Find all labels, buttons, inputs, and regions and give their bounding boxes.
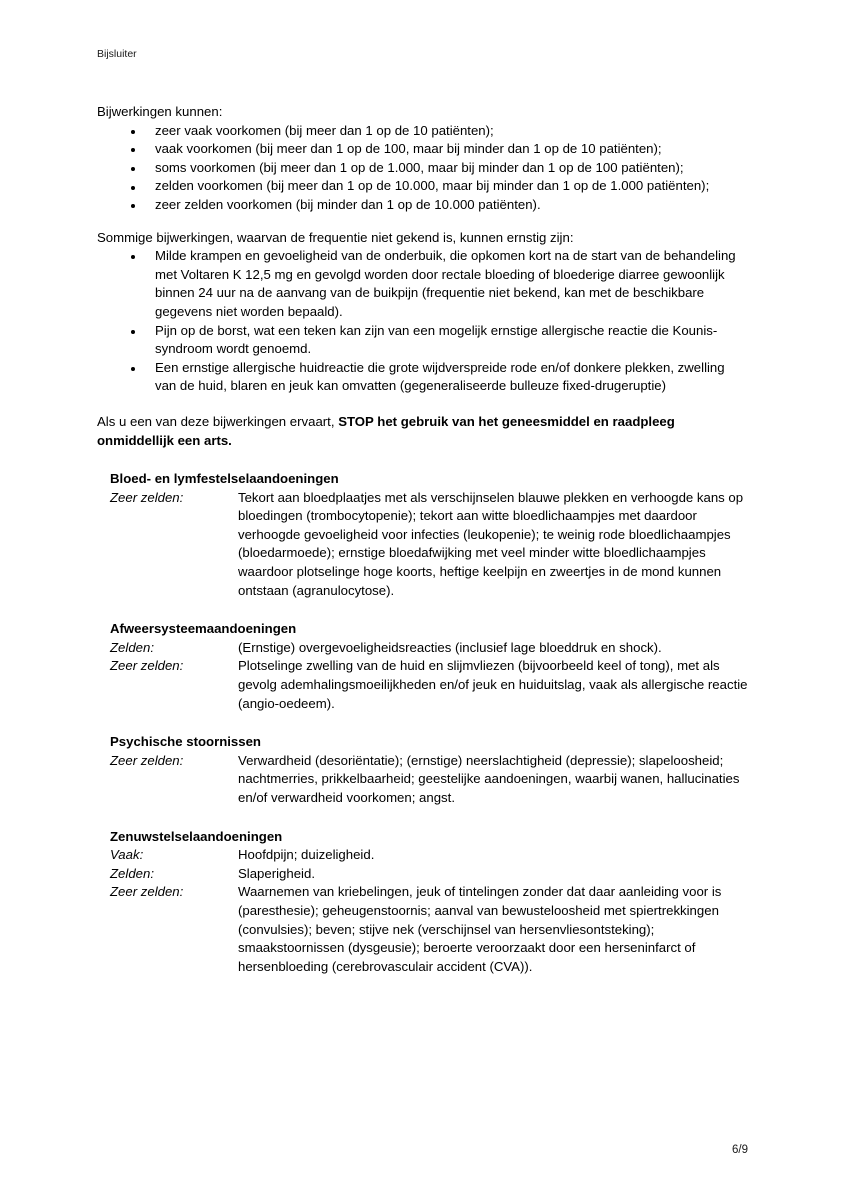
frequency-row <box>110 639 748 658</box>
soc-section-nervous <box>97 828 748 977</box>
list-item: Pijn op de borst, wat een teken kan zijn van een mogelijk ernstige allergische reactie die Kounis-syndroom wordt genoemd. <box>97 322 748 359</box>
list-item: Milde krampen en gevoeligheid van de onderbuik, die opkomen kort na de start van de behandeling met Voltaren K 12,5 mg en gevolgd worden door rectale bloeding of bloederige diarree gewoonlijk binnen 24 uur na de aanvang van de buikpijn (frequentie niet bekend, kan met de beschikbare gegevens niet worden bepaald). <box>97 247 748 321</box>
list-item: zeer vaak voorkomen (bij meer dan 1 op de 10 patiënten); <box>97 122 748 141</box>
document-header-label: Bijsluiter <box>97 48 137 60</box>
frequency-label: Zeer zelden: <box>110 884 184 900</box>
frequency-description: Slaperigheid. <box>238 865 315 881</box>
list-item: zelden voorkomen (bij meer dan 1 op de 10.000, maar bij minder dan 1 op de 1.000 patiënten); <box>97 177 748 196</box>
frequency-description: Tekort aan bloedplaatjes met als verschijnselen blauwe plekken en verhoogde kans op bloedingen (trombocytopenie); tekort aan witte bloedlichaampjes met daardoor verhoogde gevoeligheid voor infecties (leukopenie); te weinig rode bloedlichaampjes (bloedarmoede); ernstige bloedafwijking met veel minder witte bloedlichaampjes waardoor plotselinge hoge koorts, heftige keelpijn en zweertjes in de mond kunnen ontstaan (agranulocytose). <box>238 489 744 598</box>
soc-title: Bloed- en lymfestelselaandoeningen <box>110 471 339 487</box>
frequency-row <box>110 752 748 808</box>
serious-bullet-list <box>97 247 748 396</box>
frequency-description: Hoofdpijn; duizeligheid. <box>238 847 375 863</box>
frequency-row <box>110 865 748 884</box>
frequency-description: Verwardheid (desoriëntatie); (ernstige) neerslachtigheid (depressie); slapeloosheid; nachtmerries, prikkelbaarheid; geestelijke aandoeningen, waarbij wanen, hallucinaties en/of verwardheid voorkomen; angst. <box>238 752 740 805</box>
frequency-intro-lead: Bijwerkingen kunnen: <box>97 104 223 119</box>
list-item: soms voorkomen (bij meer dan 1 op de 1.000, maar bij minder dan 1 op de 100 patiënten); <box>97 159 748 178</box>
frequency-description: Plotselinge zwelling van de huid en slijmvliezen (bijvoorbeeld keel of tong), met als gevolg ademhalingsmoeilijkheden en/of jeuk en huiduitslag, vaak als allergische reactie (angio-oedeem). <box>238 658 748 711</box>
frequency-row <box>110 489 748 601</box>
stop-usage-note <box>97 413 748 450</box>
frequency-label: Zelden: <box>110 865 154 881</box>
serious-section-lead: Sommige bijwerkingen, waarvan de frequentie niet gekend is, kunnen ernstig zijn: <box>97 229 574 245</box>
list-item: vaak voorkomen (bij meer dan 1 op de 100, maar bij minder dan 1 op de 10 patiënten); <box>97 140 748 159</box>
frequency-label: Zeer zelden: <box>110 489 184 505</box>
soc-section-psychiatric <box>97 733 748 807</box>
soc-title: Psychische stoornissen <box>110 734 261 750</box>
soc-title: Zenuwstelselaandoeningen <box>110 828 283 844</box>
frequency-label: Vaak: <box>110 847 144 863</box>
frequency-label: Zelden: <box>110 639 154 655</box>
soc-title: Afweersysteemaandoeningen <box>110 621 297 637</box>
stop-note-plain-text: Als u een van deze bijwerkingen ervaart, <box>97 413 339 429</box>
soc-section-blood <box>97 470 748 600</box>
frequency-description: Waarnemen van kriebelingen, jeuk of tintelingen zonder dat daar aanleiding voor is (paresthesie); geheugenstoornis; aanval van bewusteloosheid met spiertrekkingen (convulsies); beven; stijve nek (verschijnsel van hersenvliesontsteking); smaakstoornissen (dysgeusie); beroerte veroorzaakt door een herseninfarct of hersenbloeding (cerebrovasculair accident (CVA)). <box>238 884 722 974</box>
list-item: Een ernstige allergische huidreactie die grote wijdverspreide rode en/of donkere plekken, zwelling van de huid, blaren en jeuk kan omvatten (gegeneraliseerde bulleuze fixed-drugeruptie) <box>97 359 748 396</box>
frequency-label: Zeer zelden: <box>110 752 184 768</box>
soc-section-immune <box>97 620 748 713</box>
frequency-row <box>110 883 748 976</box>
document-body <box>97 103 748 976</box>
list-item: zeer zelden voorkomen (bij minder dan 1 op de 10.000 patiënten). <box>97 196 748 215</box>
frequency-row <box>110 657 748 713</box>
stop-note-bold-text: STOP het gebruik van het geneesmiddel en raadpleeg onmiddellijk een arts. <box>97 413 675 448</box>
frequency-bullet-list <box>97 122 748 215</box>
frequency-label: Zeer zelden: <box>110 658 184 674</box>
page-number: 6/9 <box>732 1144 748 1156</box>
frequency-row <box>110 846 748 865</box>
frequency-description: (Ernstige) overgevoeligheidsreacties (inclusief lage bloeddruk en shock). <box>238 639 662 655</box>
